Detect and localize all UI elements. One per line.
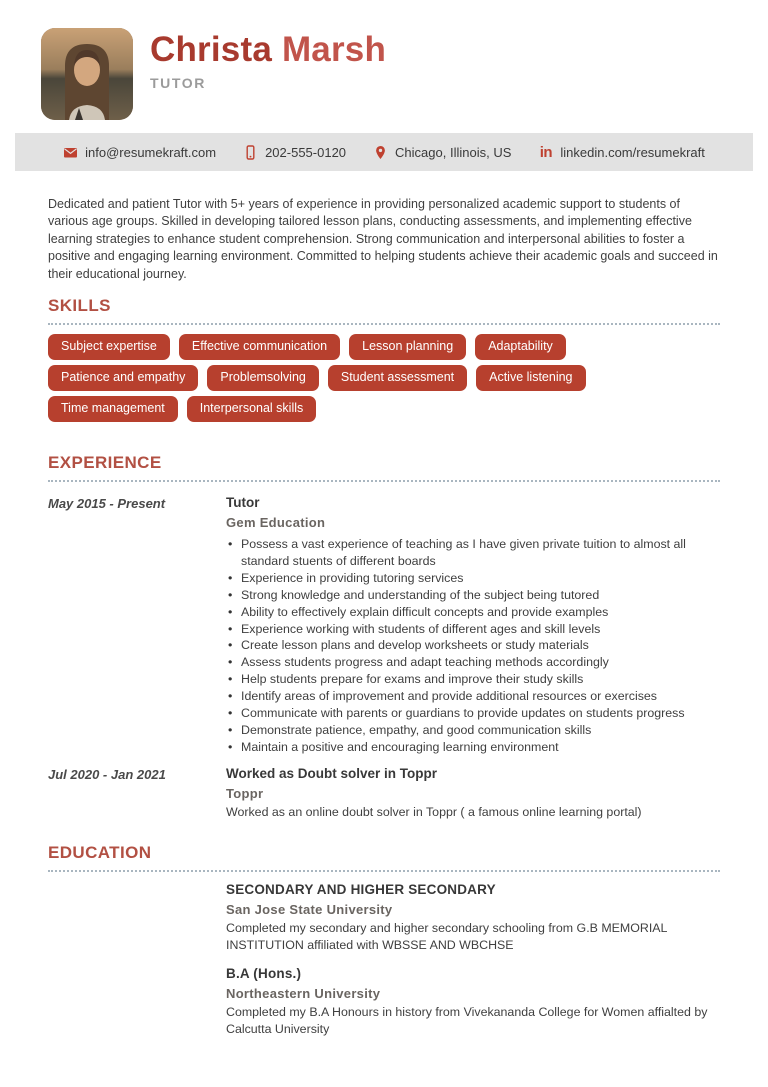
job-title: TUTOR [150,75,206,91]
skill-tag: Lesson planning [349,334,466,360]
contact-location-text: Chicago, Illinois, US [395,144,512,160]
education-entry-body [226,882,720,954]
candidate-first-name: Christa [150,30,272,69]
resume-header [0,0,768,120]
skill-tag: Time management [48,396,178,422]
contact-email[interactable] [63,145,216,160]
resume-body [0,196,768,1039]
education-heading: EDUCATION [48,843,720,872]
experience-section [48,453,720,821]
location-icon [373,145,388,160]
experience-entry-body [226,495,720,756]
education-period-empty [48,882,226,954]
experience-bullet: • Maintain a positive and encouraging learning environment [226,739,720,756]
experience-bullet: • Assess students progress and adapt teaching methods accordingly [226,654,720,671]
contact-linkedin-text: linkedin.com/resumekraft [560,144,705,160]
profile-photo-illustration [41,28,133,120]
experience-period: Jul 2020 - Jan 2021 [48,766,166,782]
phone-icon [243,145,258,160]
contact-phone-text: 202-555-0120 [265,144,347,160]
summary-text: Dedicated and patient Tutor with 5+ years of experience in providing personalized academic support to students of various age groups. Skilled in developing tailored lesson plans, conducting assessments, and implementing effective learning strategies to enhance student comprehension. Strong communication and interpersonal abilities to foster a positive and engaging learning environment. Committed to helping students achieve their academic goals and succeed in their educational journey. [48,197,718,281]
experience-company: Gem Education [226,515,326,531]
contact-location[interactable] [373,145,511,160]
contact-linkedin[interactable] [538,145,705,160]
education-description: Completed my B.A Honours in history from Vivekananda College for Women affialted by Calcutta University [226,1005,708,1037]
contact-phone[interactable] [243,145,346,160]
experience-bullet: • Communicate with parents or guardians to provide updates on students progress [226,705,720,722]
experience-entry-body [226,766,720,821]
experience-bullet: • Experience working with students of different ages and skill levels [226,621,720,638]
education-section [48,843,720,1039]
experience-job-title: Tutor [226,495,260,511]
education-period-empty [48,966,226,1038]
experience-bullet-list [226,536,720,756]
experience-entry [48,766,720,821]
skill-tag: Problemsolving [207,365,318,391]
education-description: Completed my secondary and higher secondary schooling from G.B MEMORIAL INSTITUTION affiliated with WBSSE AND WBCHSE [226,920,667,952]
experience-bullet: • Ability to effectively explain difficult concepts and provide examples [226,604,720,621]
experience-period: May 2015 - Present [48,496,166,512]
profile-photo [41,28,133,120]
skills-heading: SKILLS [48,296,720,325]
skill-tag: Adaptability [475,334,566,360]
education-entry-body [226,966,720,1038]
contact-bar [15,133,753,171]
email-icon [63,145,78,160]
experience-bullet: • Help students prepare for exams and improve their study skills [226,671,720,688]
skill-tag: Student assessment [328,365,467,391]
experience-bullet: • Experience in providing tutoring services [226,570,720,587]
skill-tag: Patience and empathy [48,365,198,391]
experience-heading: EXPERIENCE [48,453,720,482]
skills-section [48,296,720,422]
skill-tag: Interpersonal skills [187,396,317,422]
experience-entry [48,495,720,756]
skill-tag: Effective communication [179,334,340,360]
experience-bullet: • Strong knowledge and understanding of the subject being tutored [226,587,720,604]
education-entry [48,882,720,954]
experience-job-title: Worked as Doubt solver in Toppr [226,765,438,781]
experience-bullet: • Possess a vast experience of teaching as I have given private tuition to almost all standard stuents of different boards [226,536,720,570]
experience-company: Toppr [226,785,264,801]
education-school: San Jose State University [226,901,393,917]
experience-description: Worked as an online doubt solver in Toppr ( a famous online learning portal) [226,804,642,819]
candidate-last-name: Marsh [281,30,387,69]
linkedin-icon: in [539,143,553,161]
education-entry [48,966,720,1038]
experience-bullet: • Identify areas of improvement and provide additional resources or exercises [226,688,720,705]
experience-bullet: • Demonstrate patience, empathy, and good communication skills [226,722,720,739]
skill-tag: Active listening [476,365,585,391]
experience-bullet: • Create lesson plans and develop worksheets or study materials [226,637,720,654]
candidate-name [150,31,768,69]
contact-email-text: info@resumekraft.com [85,144,217,160]
education-degree: B.A (Hons.) [226,966,302,982]
education-degree: SECONDARY AND HIGHER SECONDARY [226,881,496,897]
skill-tag: Subject expertise [48,334,170,360]
skills-tag-list [48,334,608,422]
education-school: Northeastern University [226,986,381,1002]
